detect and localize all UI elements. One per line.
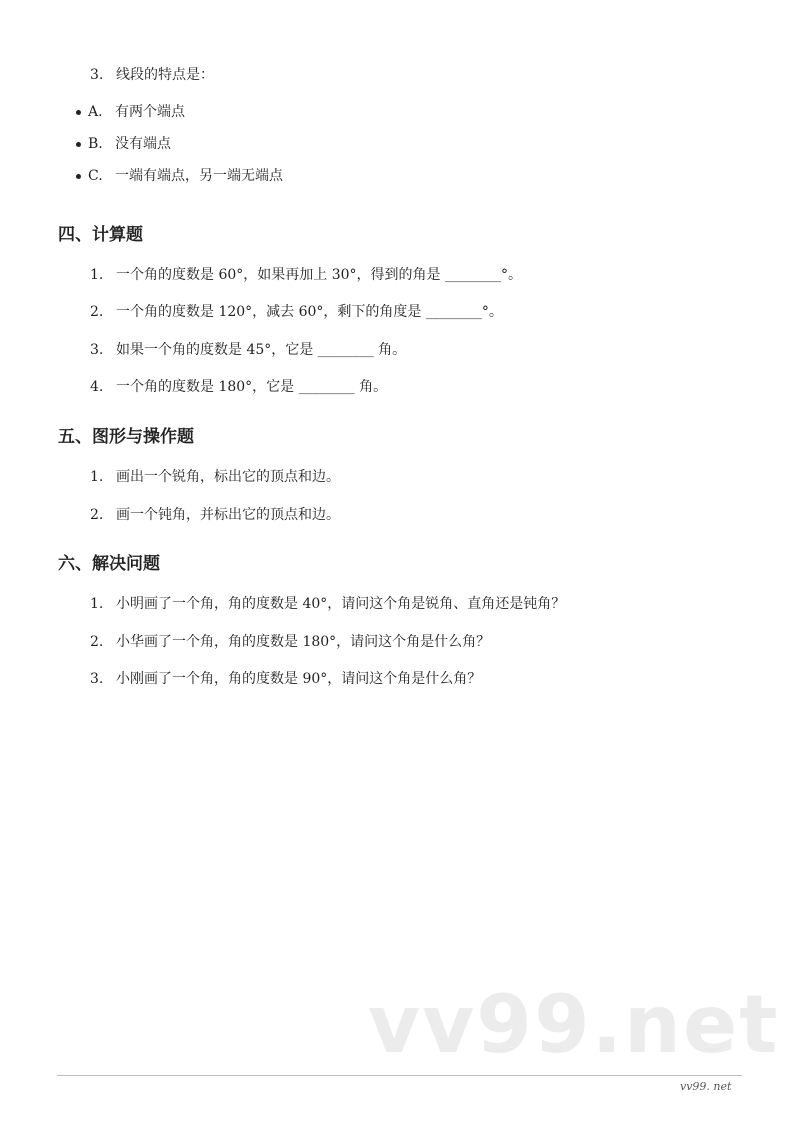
question-item [90, 303, 503, 321]
watermark: vv99.net [368, 978, 780, 1071]
question-item [90, 341, 406, 359]
question-text: 小刚画了一个角，角的度数是 90°，请问这个角是什么角？ [116, 671, 482, 687]
option-text: 没有端点 [115, 136, 171, 152]
question-number: 1. [90, 267, 104, 283]
footer-divider [57, 1075, 742, 1076]
bullet-icon [76, 174, 81, 179]
footer-site-label: vv99. net [680, 1080, 732, 1093]
option-item [88, 135, 171, 153]
question-item [90, 266, 522, 284]
question-item [90, 468, 340, 486]
question-number: 2. [90, 304, 104, 320]
question-number: 2. [90, 634, 104, 650]
option-item [88, 103, 185, 121]
question-text: 小明画了一个角，角的度数是 40°，请问这个角是锐角、直角还是钝角？ [116, 596, 566, 612]
question-number: 1. [90, 596, 104, 612]
question-text: 画出一个锐角，标出它的顶点和边。 [116, 469, 340, 485]
section-heading: 四、计算题 [58, 225, 143, 245]
question-item [90, 595, 565, 613]
question-text: 小华画了一个角，角的度数是 180°，请问这个角是什么角？ [116, 634, 491, 650]
question-item [90, 378, 387, 396]
question-number: 2. [90, 507, 104, 523]
bullet-icon [76, 110, 81, 115]
question-text: 一个角的度数是 180°，它是 ________ 角。 [116, 379, 388, 395]
option-text: 有两个端点 [115, 104, 185, 120]
question-number: 3. [90, 67, 104, 83]
question-text: 如果一个角的度数是 45°，它是 ________ 角。 [116, 342, 407, 358]
question-number: 1. [90, 469, 104, 485]
question-number: 4. [90, 379, 104, 395]
question-text: 线段的特点是： [116, 67, 214, 83]
section-heading: 五、图形与操作题 [58, 427, 194, 447]
option-text: 一端有端点，另一端无端点 [115, 168, 283, 184]
question-text: 一个角的度数是 120°，减去 60°，剩下的角度是 ________°。 [116, 304, 503, 320]
question-number: 3. [90, 671, 104, 687]
question-text: 一个角的度数是 60°，如果再加上 30°，得到的角是 ________°。 [116, 267, 522, 283]
question-item [90, 506, 340, 524]
question-item [90, 633, 490, 651]
question-text: 画一个钝角，并标出它的顶点和边。 [116, 507, 340, 523]
question-number: 3. [90, 342, 104, 358]
bullet-icon [76, 142, 81, 147]
section-heading: 六、解决问题 [58, 554, 160, 574]
question-item [90, 66, 214, 84]
option-label: C. [88, 168, 103, 184]
option-item [88, 167, 283, 185]
option-label: B. [88, 136, 103, 152]
option-label: A. [88, 104, 103, 120]
question-item [90, 670, 481, 688]
